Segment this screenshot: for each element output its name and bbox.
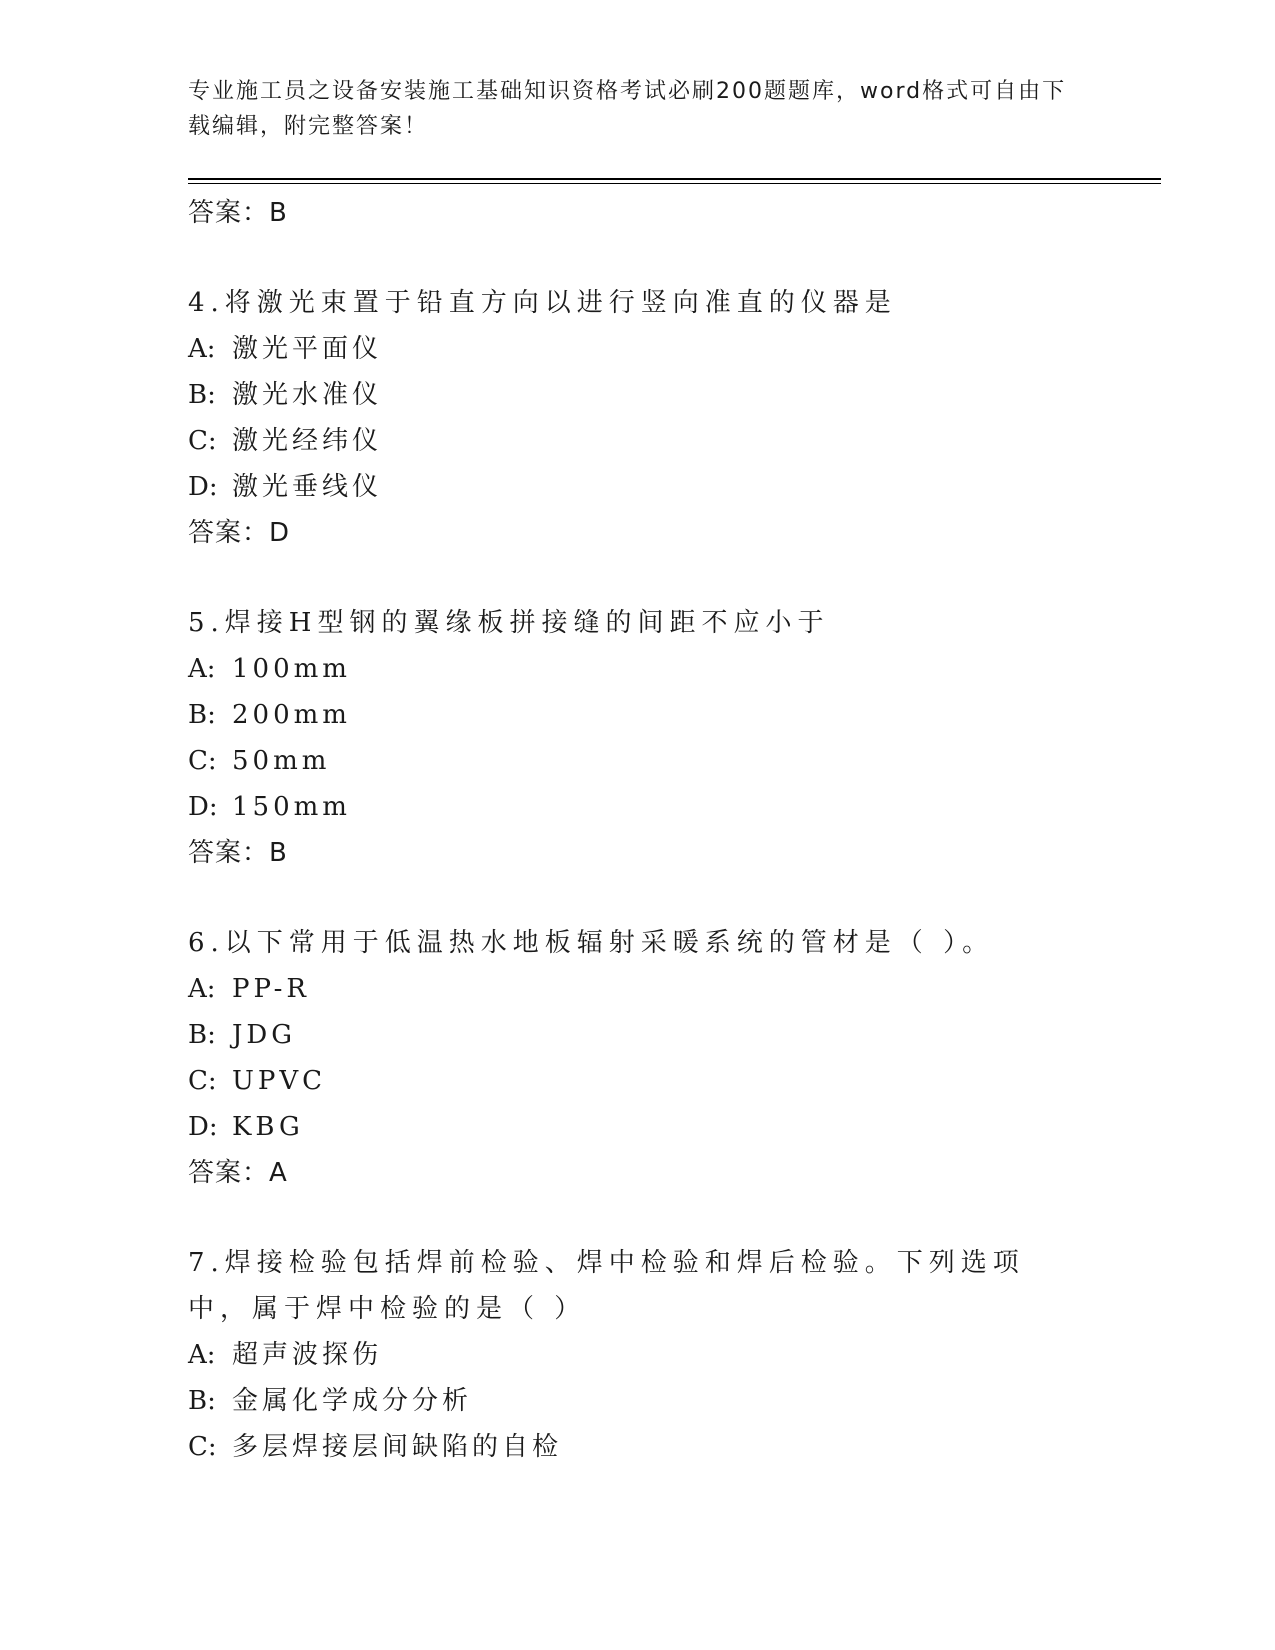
option-text: 激光平面仪 bbox=[232, 334, 383, 364]
question-text: 6.以下常用于低温热水地板辐射采暖系统的管材是（ ）。 bbox=[188, 928, 995, 958]
option-label: D: bbox=[188, 792, 218, 822]
option-label: B: bbox=[188, 380, 216, 410]
header-divider-thick bbox=[188, 178, 1161, 180]
answer-line: 答案：D bbox=[188, 518, 291, 548]
option-label: A: bbox=[188, 974, 216, 1004]
option-label: C: bbox=[188, 746, 217, 776]
option-c bbox=[188, 738, 1088, 784]
question-list bbox=[188, 190, 1088, 1470]
option-c bbox=[188, 1424, 1088, 1470]
option-text: 激光水准仪 bbox=[232, 380, 383, 410]
question-block bbox=[188, 280, 1088, 556]
option-text: 50mm bbox=[232, 746, 331, 776]
option-label: C: bbox=[188, 1432, 217, 1462]
option-label: C: bbox=[188, 426, 217, 456]
option-text: 150mm bbox=[232, 792, 351, 822]
option-label: B: bbox=[188, 1386, 216, 1416]
option-text: JDG bbox=[232, 1020, 297, 1050]
option-label: C: bbox=[188, 1066, 217, 1096]
question-text: 7.焊接检验包括焊前检验、焊中检验和焊后检验。下列选项中，属于焊中检验的是（ ） bbox=[188, 1248, 1025, 1324]
question-block bbox=[188, 600, 1088, 876]
answer-line: 答案：A bbox=[188, 1158, 288, 1188]
option-label: B: bbox=[188, 700, 216, 730]
option-b bbox=[188, 692, 1088, 738]
option-a bbox=[188, 646, 1088, 692]
document-header-title: 专业施工员之设备安装施工基础知识资格考试必刷200题题库，word格式可自由下载编辑，附完整答案！ bbox=[188, 79, 1067, 139]
option-text: 激光经纬仪 bbox=[232, 426, 383, 456]
option-label: D: bbox=[188, 472, 218, 502]
question-block bbox=[188, 920, 1088, 1196]
previous-answer: 答案：B bbox=[188, 198, 288, 228]
option-label: A: bbox=[188, 654, 216, 684]
question-text: 4.将激光束置于铅直方向以进行竖向准直的仪器是 bbox=[188, 288, 897, 318]
option-text: 超声波探伤 bbox=[232, 1340, 383, 1370]
option-b bbox=[188, 1378, 1088, 1424]
answer-line: 答案：B bbox=[188, 838, 288, 868]
option-c bbox=[188, 1058, 1088, 1104]
option-text: 多层焊接层间缺陷的自检 bbox=[232, 1432, 563, 1462]
option-label: B: bbox=[188, 1020, 216, 1050]
option-label: A: bbox=[188, 1340, 216, 1370]
option-label: A: bbox=[188, 334, 216, 364]
option-text: 100mm bbox=[232, 654, 351, 684]
option-text: 200mm bbox=[232, 700, 351, 730]
option-text: 激光垂线仪 bbox=[232, 472, 383, 502]
question-block bbox=[188, 1240, 1088, 1470]
question-text: 5.焊接H型钢的翼缘板拼接缝的间距不应小于 bbox=[188, 608, 830, 638]
option-text: 金属化学成分分析 bbox=[232, 1386, 473, 1416]
option-a bbox=[188, 1332, 1088, 1378]
option-c bbox=[188, 418, 1088, 464]
option-d bbox=[188, 784, 1088, 830]
option-a bbox=[188, 966, 1088, 1012]
option-b bbox=[188, 372, 1088, 418]
option-d bbox=[188, 464, 1088, 510]
option-a bbox=[188, 326, 1088, 372]
option-text: PP-R bbox=[232, 974, 310, 1004]
option-text: KBG bbox=[232, 1112, 304, 1142]
header-divider-thin bbox=[188, 183, 1161, 184]
option-label: D: bbox=[188, 1112, 218, 1142]
option-b bbox=[188, 1012, 1088, 1058]
option-d bbox=[188, 1104, 1088, 1150]
option-text: UPVC bbox=[232, 1066, 327, 1096]
